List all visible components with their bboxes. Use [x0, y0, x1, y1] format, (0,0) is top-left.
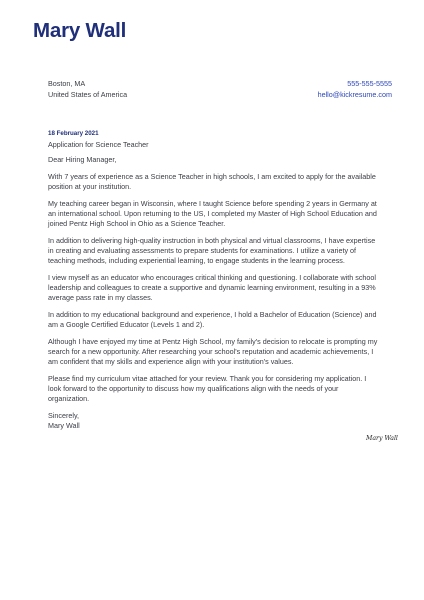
email-link[interactable]: hello@kickresume.com: [317, 90, 392, 99]
paragraph: Although I have enjoyed my time at Pentz High School, my family's decision to relocate is prompting my search for a new opportunity. After researching your school's reputation and academic achievements, I am confident that my skills and experience align with your institution's values.: [48, 337, 378, 366]
closing-name: Mary Wall: [48, 421, 80, 430]
paragraph: Please find my curriculum vitae attached for your review. Thank you for considering my application. I look forward to the opportunity to discuss how my qualifications align with the needs of your organization.: [48, 374, 367, 403]
closing: [48, 411, 378, 431]
greeting: Dear Hiring Manager,: [48, 155, 117, 164]
sender-country: United States of America: [48, 90, 128, 99]
paragraph: In addition to my educational background and experience, I hold a Bachelor of Education (Science) and am a Google Certified Educator (Levels 1 and 2).: [48, 310, 377, 329]
paragraph: My teaching career began in Wisconsin, where I taught Science before spending 2 years in Germany at an international school. Upon returning to the US, I completed my Master of High School Education and joined Pentz High School in Ohio as a Science Teacher.: [48, 199, 377, 228]
sender-contact: [318, 78, 392, 100]
author-name: Mary Wall: [33, 19, 127, 42]
paragraph: In addition to delivering high-quality instruction in both physical and virtual classrooms, I have expertise in creating and evaluating assessments to prepare students for examinations. I utilize a variety of teaching methods, including experiential learning, to engage students in the learning process.: [48, 236, 376, 265]
handwritten-signature: Mary Wall: [366, 435, 398, 442]
phone-link[interactable]: 555-555-5555: [347, 79, 392, 88]
sender-city: Boston, MA: [48, 79, 86, 88]
paragraph: I view myself as an educator who encourages critical thinking and questioning. I collaborate with school leadership and colleagues to create a supportive and dynamic learning environment, resulting in a 93% average pass rate in my classes.: [48, 273, 377, 302]
letter-date: 18 February 2021: [48, 130, 99, 137]
closing-salutation: Sincerely,: [48, 411, 80, 420]
letter-body: [48, 155, 378, 431]
letter-subject: Application for Science Teacher: [48, 140, 149, 149]
sender-address: [48, 78, 127, 100]
paragraph: With 7 years of experience as a Science Teacher in high schools, I am excited to apply for the available position at your institution.: [48, 172, 376, 191]
